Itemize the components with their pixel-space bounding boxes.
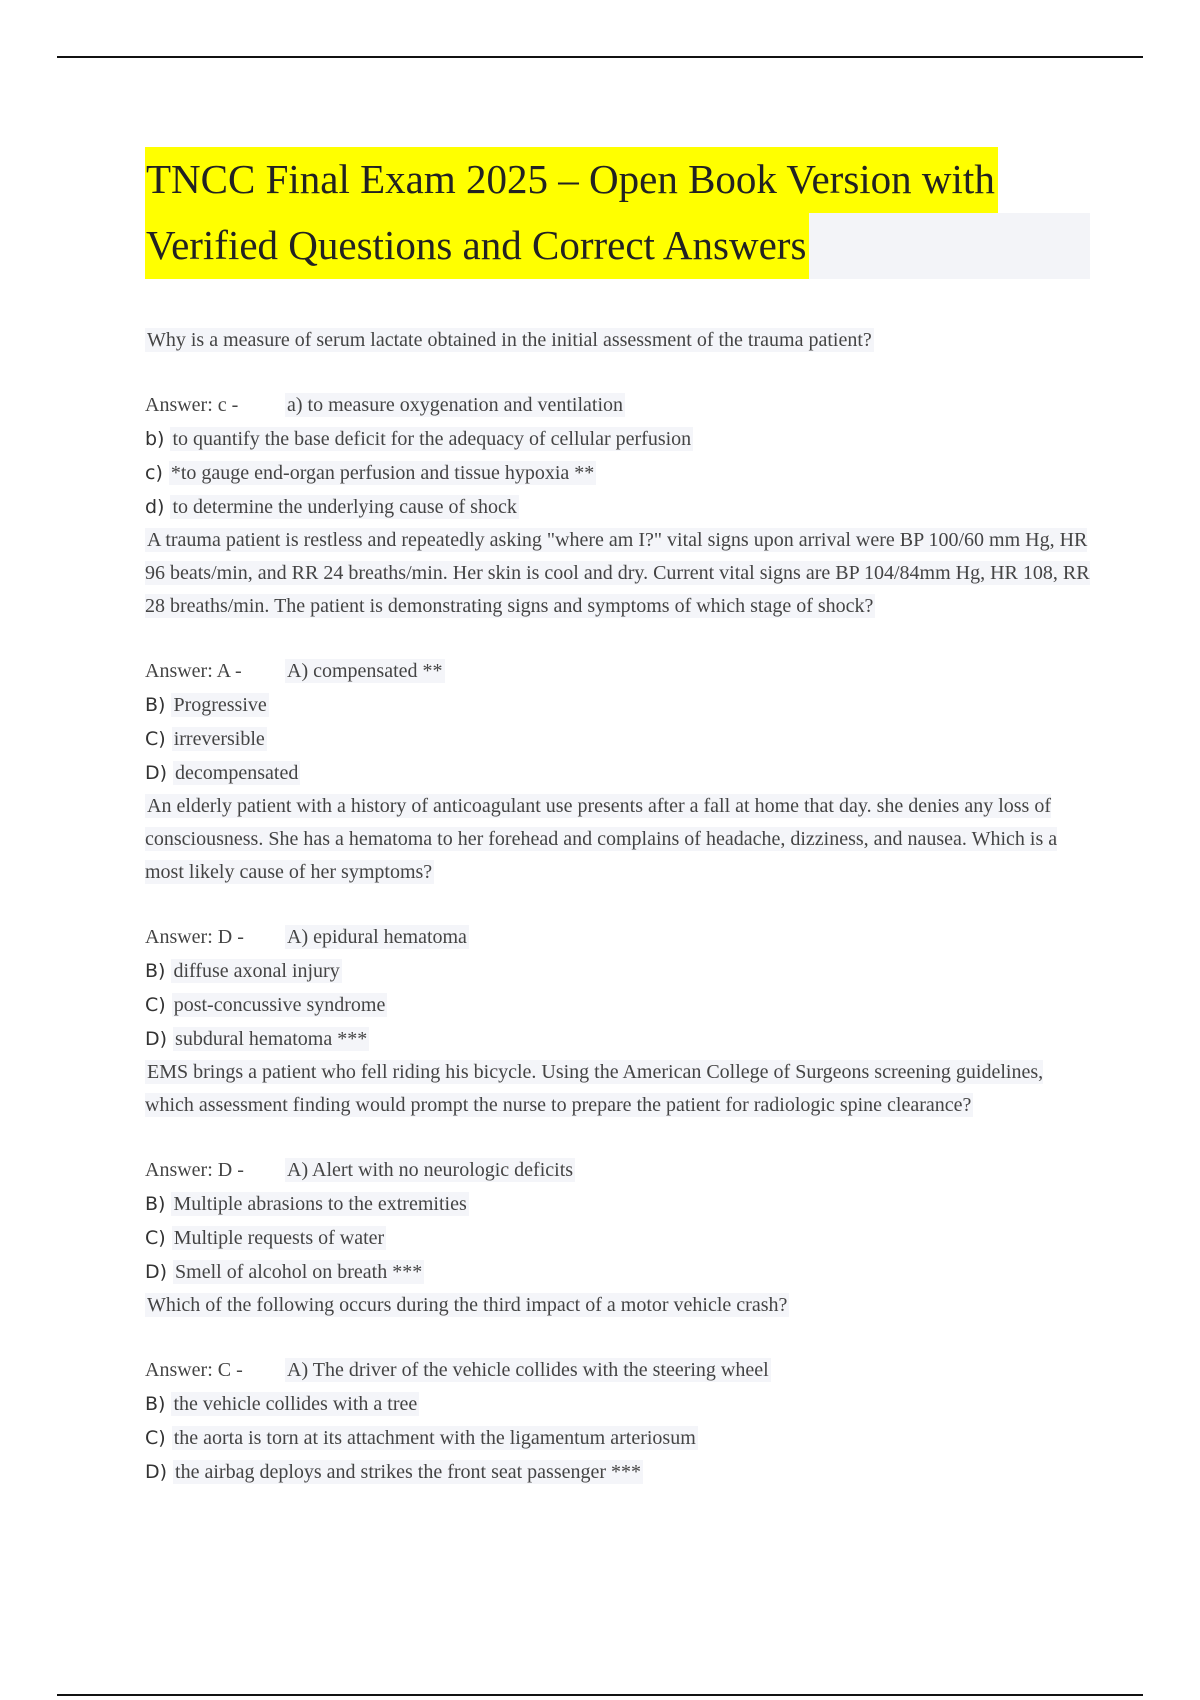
option-line [145,1387,1090,1421]
question-stem: Which of the following occurs during the third impact of a motor vehicle crash? [147,1294,788,1316]
option-letter: B) [145,1393,166,1415]
question-stem: A trauma patient is restless and repeatedly asking "where am I?" vital signs upon arrival were BP 100/60 mm Hg, HR 96 beats/min, and RR 24 breaths/min. Her skin is cool and dry. Current vital signs are BP 104/84mm Hg, HR 108, RR 28 breaths/min. The patient is demonstrating signs and symptoms of which stage of shock? [145,529,1090,617]
option-text: *to gauge end-organ perfusion and tissue hypoxia ** [170,462,595,484]
option-letter: B) [145,1193,166,1215]
answer-label: Answer: A - [145,660,242,682]
option-letter: C) [145,1227,166,1249]
question-stem: EMS brings a patient who fell riding his bicycle. Using the American College of Surgeons screening guidelines, which assessment finding would prompt the nurse to prepare the patient for radiologic spine clearance? [145,1061,1044,1116]
option-letter: d) [145,496,165,518]
option-text: decompensated [175,762,299,784]
option-letter: B) [145,960,166,982]
option-line [145,1255,1090,1289]
bottom-rule [57,1694,1143,1696]
option-text: A) epidural hematoma [287,926,467,948]
option-text: Multiple requests of water [173,1227,385,1249]
answer-line [145,388,1090,422]
answer-label: Answer: C - [145,1359,243,1381]
option-text: to quantify the base deficit for the adequacy of cellular perfusion [172,428,692,450]
option-line [145,954,1090,988]
option-text: diffuse axonal injury [173,960,340,982]
option-letter: D) [145,762,168,784]
option-letter: B) [145,694,166,716]
option-line [145,722,1090,756]
option-line [145,1022,1090,1056]
option-line [145,1455,1090,1489]
option-text: the airbag deploys and strikes the front seat passenger *** [175,1461,642,1483]
option-text: subdural hematoma *** [175,1028,368,1050]
title-line-1: TNCC Final Exam 2025 – Open Book Version with [145,147,998,213]
answer-line [145,654,1090,688]
option-letter: c) [145,462,163,484]
question-stem: An elderly patient with a history of anticoagulant use presents after a fall at home that day. she denies any loss of consciousness. She has a hematoma to her forehead and complains of headache, dizziness, and nausea. Which is a most likely cause of her symptoms? [145,795,1058,883]
option-line [145,1187,1090,1221]
option-line [145,756,1090,790]
answer-label: Answer: c - [145,394,239,416]
title-highlight-gap [809,213,1090,279]
option-line [145,988,1090,1022]
option-text: a) to measure oxygenation and ventilation [287,394,624,416]
question-list [145,324,1090,1489]
title-line-2: Verified Questions and Correct Answers [145,213,809,279]
option-text: A) Alert with no neurologic deficits [287,1159,574,1181]
answer-label: Answer: D - [145,926,244,948]
option-text: the aorta is torn at its attachment with the ligamentum arteriosum [173,1427,696,1449]
option-text: irreversible [173,728,265,750]
top-rule [57,56,1143,58]
option-letter: C) [145,728,166,750]
option-line [145,456,1090,490]
answer-line [145,1153,1090,1187]
option-text: A) compensated ** [287,660,443,682]
answer-line [145,1353,1090,1387]
option-line [145,1421,1090,1455]
option-letter: D) [145,1261,168,1283]
option-letter: b) [145,428,165,450]
option-line [145,688,1090,722]
option-text: the vehicle collides with a tree [173,1393,418,1415]
option-text: to determine the underlying cause of shock [172,496,517,518]
question-stem: Why is a measure of serum lactate obtained in the initial assessment of the trauma patient? [147,329,872,351]
option-letter: C) [145,994,166,1016]
option-text: Multiple abrasions to the extremities [173,1193,467,1215]
option-letter: C) [145,1427,166,1449]
option-letter: D) [145,1028,168,1050]
option-text: post-concussive syndrome [173,994,386,1016]
answer-label: Answer: D - [145,1159,244,1181]
option-line [145,490,1090,524]
option-text: A) The driver of the vehicle collides with the steering wheel [287,1359,769,1381]
option-line [145,1221,1090,1255]
option-letter: D) [145,1461,168,1483]
document-title [145,147,1090,279]
option-text: Smell of alcohol on breath *** [175,1261,423,1283]
option-text: Progressive [173,694,267,716]
answer-line [145,920,1090,954]
option-line [145,422,1090,456]
